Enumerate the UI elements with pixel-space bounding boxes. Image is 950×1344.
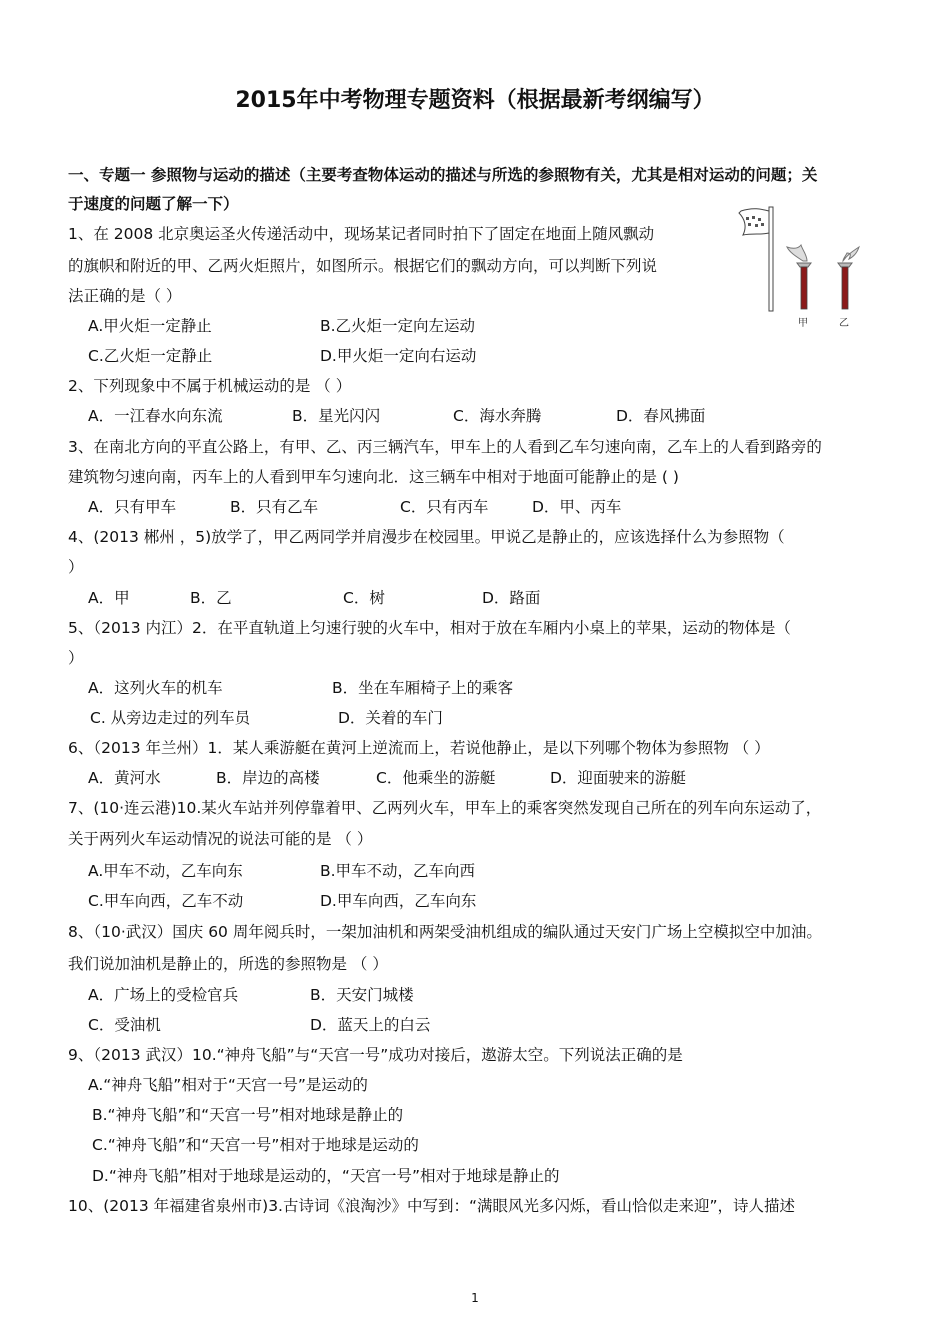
option-c: C.乙火炬一定静止 bbox=[88, 347, 213, 365]
option-a: A.甲车不动，乙车向东 bbox=[88, 862, 243, 880]
question-1-line-3: 法正确的是（ ） bbox=[68, 287, 182, 305]
question-3-line-2: 建筑物匀速向南，丙车上的人看到甲车匀速向北．这三辆车中相对于地面可能静止的是 ( ) bbox=[68, 468, 679, 486]
option-a: A．广场上的受检官兵 bbox=[88, 986, 239, 1004]
question-8-line-1: 8、（10·武汉）国庆 60 周年阅兵时，一架加油机和两架受油机组成的编队通过天安门广场上空模拟空中加油。 bbox=[68, 923, 822, 941]
option-b: B．天安门城楼 bbox=[310, 986, 414, 1004]
option-b: B.“神舟飞船”和“天宫一号”相对地球是静止的 bbox=[92, 1106, 404, 1124]
question-7-line-2: 关于两列火车运动情况的说法可能的是 （ ） bbox=[68, 830, 373, 848]
page-number: 1 bbox=[471, 1291, 479, 1305]
option-c: C. 从旁边走过的列车员 bbox=[90, 709, 251, 727]
question-1-line-1: 1、在 2008 北京奥运圣火传递活动中，现场某记者同时拍下了固定在地面上随风飘动 bbox=[68, 225, 655, 243]
option-a: A．一江春水向东流 bbox=[88, 407, 223, 425]
option-a: A．只有甲车 bbox=[88, 498, 177, 516]
question-7-line-1: 7、(10·连云港)10.某火车站并列停靠着甲、乙两列火车，甲车上的乘客突然发现自己所在的列车向东运动了， bbox=[68, 799, 822, 817]
option-b: B．星光闪闪 bbox=[292, 407, 381, 425]
option-d: D．春风拂面 bbox=[616, 407, 706, 425]
option-a: A.甲火炬一定静止 bbox=[88, 317, 212, 335]
option-a: A．甲 bbox=[88, 589, 130, 607]
option-a: A.“神舟飞船”相对于“天宫一号”是运动的 bbox=[88, 1076, 368, 1094]
question-1-line-2: 的旗帜和附近的甲、乙两火炬照片，如图所示。根据它们的飘动方向，可以判断下列说 bbox=[68, 257, 658, 275]
option-d: D.甲车向西，乙车向东 bbox=[320, 892, 477, 910]
option-c: C.“神舟飞船”和“天宫一号”相对于地球是运动的 bbox=[92, 1136, 419, 1154]
option-b: B.甲车不动，乙车向西 bbox=[320, 862, 476, 880]
question-5-line-1: 5、（2013 内江）2．在平直轨道上匀速行驶的火车中，相对于放在车厢内小桌上的苹果，运动的物体是（ bbox=[68, 619, 791, 637]
option-a: A．这列火车的机车 bbox=[88, 679, 223, 697]
question-3-line-1: 3、在南北方向的平直公路上，有甲、乙、丙三辆汽车，甲车上的人看到乙车匀速向南，乙车上的人看到路旁的 bbox=[68, 438, 822, 456]
option-c: C．海水奔腾 bbox=[453, 407, 542, 425]
question-4-line-1: 4、(2013 郴州 ，5)放学了，甲乙两同学并肩漫步在校园里。甲说乙是静止的，应该选择什么为参照物（ bbox=[68, 528, 785, 546]
option-c: C．受油机 bbox=[88, 1016, 161, 1034]
figure-label-jia: 甲 bbox=[798, 318, 808, 329]
question-10-line-1: 10、(2013 年福建省泉州市)3.古诗词《浪淘沙》中写到：“满眼风光多闪烁，看山恰似走来迎”，诗人描述 bbox=[68, 1197, 796, 1215]
question-2-line-1: 2、下列现象中不属于机械运动的是 （ ） bbox=[68, 377, 352, 395]
option-b: B．只有乙车 bbox=[230, 498, 319, 516]
option-d: D．蓝天上的白云 bbox=[310, 1016, 431, 1034]
option-d: D.甲火炬一定向右运动 bbox=[320, 347, 477, 365]
option-b: B．乙 bbox=[190, 589, 232, 607]
page-title: 2015年中考物理专题资料（根据最新考纲编写） bbox=[235, 88, 715, 113]
option-d: D．迎面驶来的游艇 bbox=[550, 769, 686, 787]
question-5-line-2: ） bbox=[68, 649, 84, 667]
option-a: A．黄河水 bbox=[88, 769, 161, 787]
option-b: B．岸边的高楼 bbox=[216, 769, 320, 787]
section-heading-line-1: 一、专题一 参照物与运动的描述（主要考查物体运动的描述与所选的参照物有关，尤其是相对运动的问题；关 bbox=[68, 166, 818, 184]
option-d: D．路面 bbox=[482, 589, 541, 607]
option-c: C.甲车向西，乙车不动 bbox=[88, 892, 244, 910]
question-9-line-1: 9、（2013 武汉）10.“神舟飞船”与“天宫一号”成功对接后，遨游太空。下列说法正确的是 bbox=[68, 1046, 683, 1064]
option-b: B.乙火炬一定向左运动 bbox=[320, 317, 476, 335]
option-c: C．树 bbox=[343, 589, 385, 607]
section-heading-line-2: 于速度的问题了解一下） bbox=[68, 195, 239, 213]
question-6-line-1: 6、（2013 年兰州）1．某人乘游艇在黄河上逆流而上，若说他静止，是以下列哪个物体为参照物 （ ） bbox=[68, 739, 770, 757]
figure-label-yi: 乙 bbox=[839, 318, 849, 329]
option-b: B．坐在车厢椅子上的乘客 bbox=[332, 679, 514, 697]
question-8-line-2: 我们说加油机是静止的，所选的参照物是 （ ） bbox=[68, 955, 388, 973]
option-c: C．只有丙车 bbox=[400, 498, 489, 516]
question-4-line-2: ） bbox=[68, 558, 84, 576]
option-d: D.“神舟飞船”相对于地球是运动的，“天宫一号”相对于地球是静止的 bbox=[92, 1167, 560, 1185]
flag-torch-figure bbox=[735, 205, 865, 335]
option-d: D．甲、丙车 bbox=[532, 498, 622, 516]
option-d: D．关着的车门 bbox=[338, 709, 443, 727]
option-c: C．他乘坐的游艇 bbox=[376, 769, 496, 787]
